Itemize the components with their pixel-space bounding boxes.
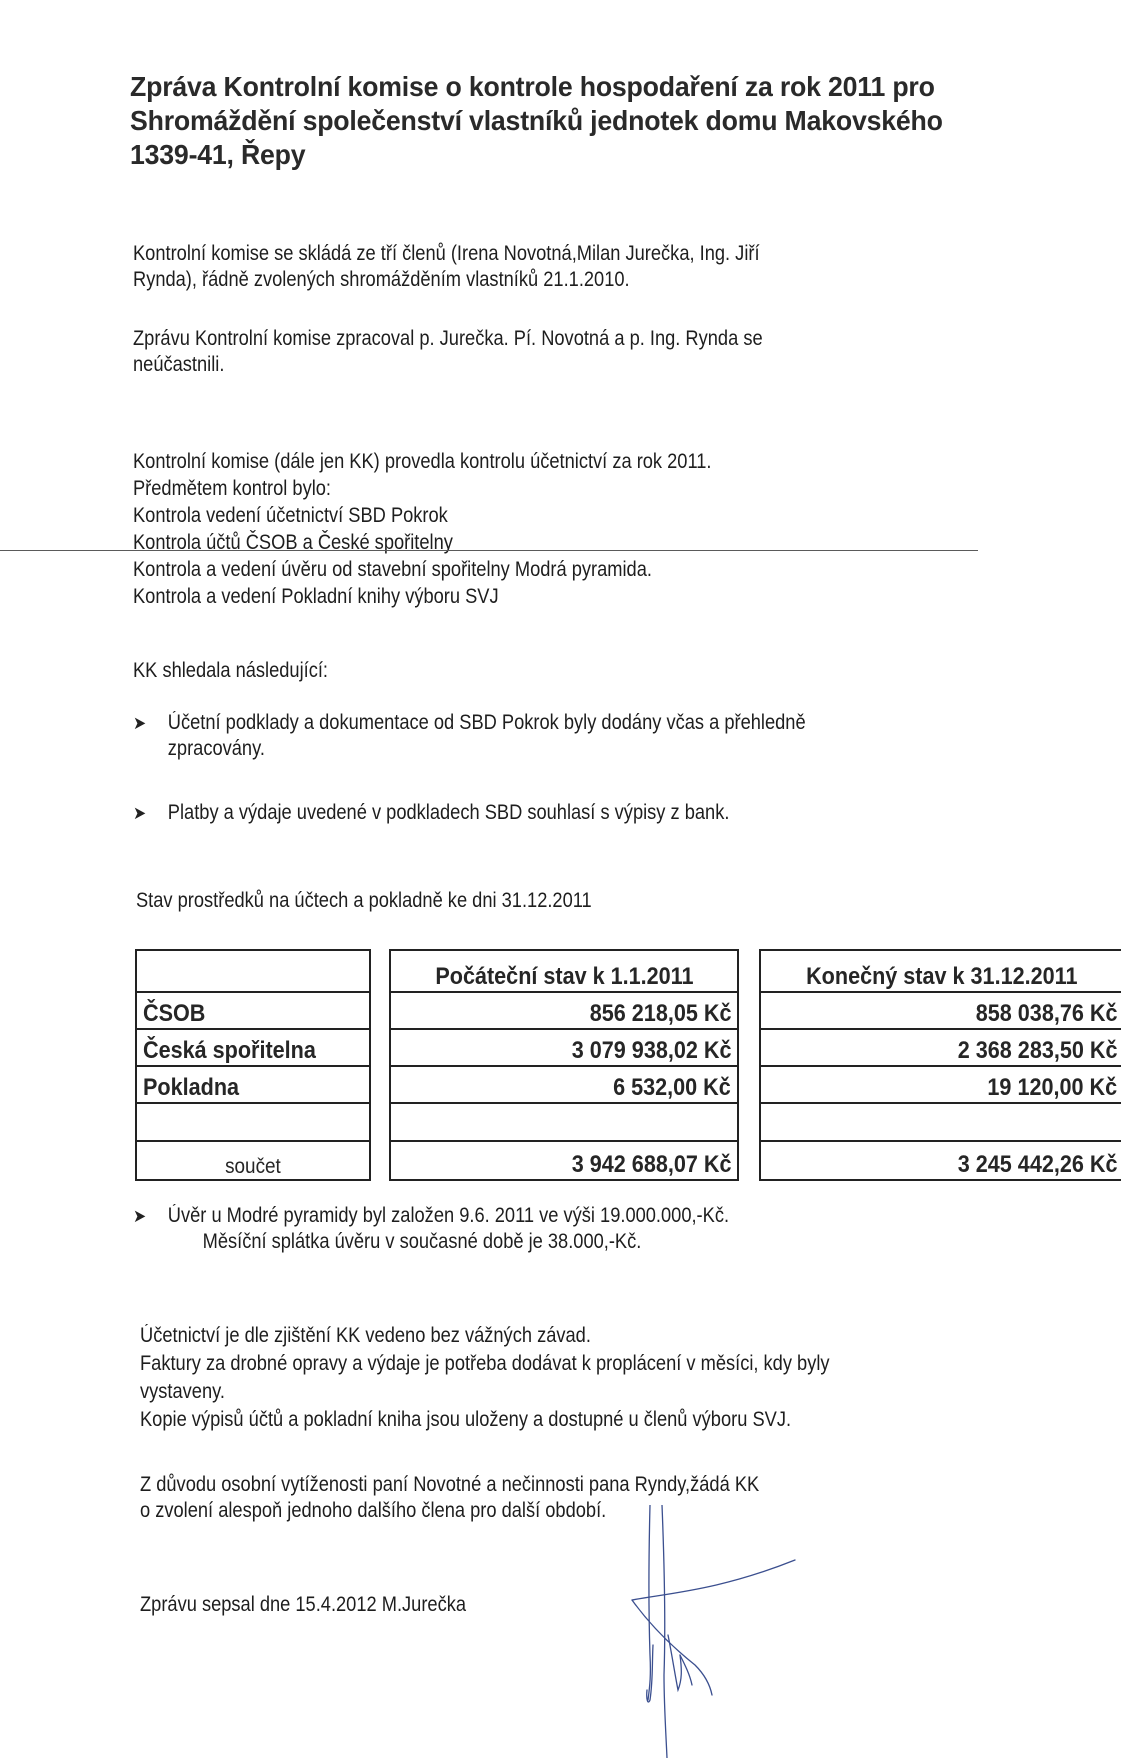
finding-1-line-1: Účetní podklady a dokumentace od SBD Pokrok byly dodány včas a přehledně — [167, 711, 806, 734]
table-row-label — [137, 1104, 369, 1142]
table-cell-end: 19 120,00 Kč — [761, 1067, 1121, 1104]
title-line-2: Shromáždění společenství vlastníků jednotek domu Makovského — [130, 105, 943, 136]
request-line-2: o zvolení alespoň jednoho dalšího člena pro další období. — [140, 1499, 607, 1522]
conclusion-line-4: Kopie výpisů účtů a pokladní kniha jsou uloženy a dostupné u členů výboru SVJ. — [140, 1408, 792, 1431]
table-cell-start-total: 3 942 688,07 Kč — [571, 1151, 731, 1178]
table-row-label: Česká spořitelna — [137, 1030, 369, 1067]
members-line-2: Rynda), řádně zvolených shromážděním vlastníků 21.1.2010. — [133, 268, 630, 291]
arrowhead-bullet-icon: ➤ — [133, 713, 147, 733]
balance-table — [135, 949, 1121, 1179]
conclusion-line-2: Faktury za drobné opravy a výdaje je potřeba dodávat k proplácení v měsíci, kdy byly — [140, 1352, 830, 1375]
table-column-label — [135, 949, 371, 1181]
table-column-end — [759, 949, 1121, 1181]
table-cell-end — [761, 1104, 1121, 1142]
table-cell-start: 3 079 938,02 Kč — [391, 1030, 737, 1067]
table-cell-start — [391, 1104, 737, 1142]
control-line-5: Kontrola a vedení úvěru od stavební spořitelny Modrá pyramida. — [133, 558, 652, 581]
table-header-start: Počáteční stav k 1.1.2011 — [391, 951, 737, 993]
table-row-label-total: součet — [225, 1155, 281, 1178]
title-line-3: 1339-41, Řepy — [130, 139, 306, 170]
members-paragraph — [133, 241, 760, 293]
table-cell-end: 2 368 283,50 Kč — [761, 1030, 1121, 1067]
balance-caption: Stav prostředků na účtech a pokladně ke dni 31.12.2011 — [136, 889, 592, 912]
conclusion-paragraph — [140, 1322, 830, 1434]
loan-bullet — [133, 1203, 729, 1255]
arrowhead-bullet-icon: ➤ — [133, 803, 147, 823]
scan-horizontal-line — [0, 550, 978, 551]
control-line-1: Kontrolní komise (dále jen KK) provedla kontrolu účetnictví za rok 2011. — [133, 450, 712, 473]
loan-line-2: Měsíční splátka úvěru v současné době je 38.000,-Kč. — [202, 1230, 642, 1253]
document-title — [130, 70, 1061, 172]
finding-1-line-2: zpracovány. — [167, 737, 265, 760]
table-header-end: Konečný stav k 31.12.2011 — [761, 951, 1121, 993]
table-cell-start: 6 532,00 Kč — [391, 1067, 737, 1104]
finding-2-line-1: Platby a výdaje uvedené v podkladech SBD souhlasí s výpisy z bank. — [167, 801, 730, 824]
control-line-3: Kontrola vedení účetnictví SBD Pokrok — [133, 504, 448, 527]
table-cell-end-total: 3 245 442,26 Kč — [957, 1151, 1117, 1178]
table-cell-end: 858 038,76 Kč — [761, 993, 1121, 1030]
table-header-empty — [137, 951, 369, 993]
findings-heading: KK shledala následující: — [133, 659, 329, 682]
table-row-label: Pokladna — [137, 1067, 369, 1104]
finding-bullet-2 — [133, 800, 729, 826]
handwritten-signature-icon — [620, 1505, 820, 1758]
request-line-1: Z důvodu osobní vytíženosti paní Novotné a nečinnosti pana Ryndy,žádá KK — [140, 1473, 760, 1496]
control-scope-paragraph — [133, 448, 712, 610]
author-paragraph — [133, 326, 763, 378]
title-line-1: Zpráva Kontrolní komise o kontrole hospodaření za rok 2011 pro — [130, 71, 935, 102]
control-line-4: Kontrola účtů ČSOB a České spořitelny — [133, 531, 453, 554]
control-line-6: Kontrola a vedení Pokladní knihy výboru SVJ — [133, 585, 499, 608]
arrowhead-bullet-icon: ➤ — [133, 1206, 147, 1226]
conclusion-line-1: Účetnictví je dle zjištění KK vedeno bez vážných závad. — [140, 1324, 591, 1347]
loan-line-1: Úvěr u Modré pyramidy byl založen 9.6. 2011 ve výši 19.000.000,-Kč. — [167, 1204, 730, 1227]
author-line-1: Zprávu Kontrolní komise zpracoval p. Jurečka. Pí. Novotná a p. Ing. Rynda se — [133, 327, 763, 350]
table-column-start — [389, 949, 739, 1181]
table-cell-start: 856 218,05 Kč — [391, 993, 737, 1030]
signoff-line: Zprávu sepsal dne 15.4.2012 M.Jurečka — [140, 1593, 467, 1616]
control-line-2: Předmětem kontrol bylo: — [133, 477, 332, 500]
table-row-label: ČSOB — [137, 993, 369, 1030]
conclusion-line-3: vystaveny. — [140, 1380, 225, 1403]
members-line-1: Kontrolní komise se skládá ze tří členů (Irena Novotná,Milan Jurečka, Ing. Jiří — [133, 242, 760, 265]
author-line-2: neúčastnili. — [133, 353, 225, 376]
finding-bullet-1 — [133, 710, 806, 762]
